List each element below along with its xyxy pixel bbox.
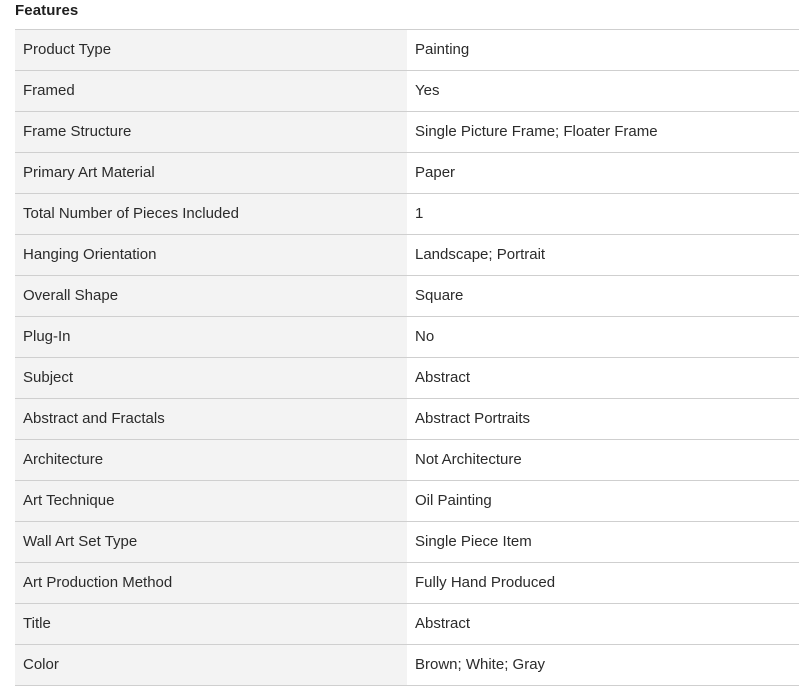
row-label: Wall Art Set Type bbox=[15, 522, 407, 562]
table-row bbox=[15, 30, 799, 71]
row-value: Square bbox=[407, 276, 799, 316]
row-value: 1 bbox=[407, 194, 799, 234]
row-value: Brown; White; Gray bbox=[407, 645, 799, 685]
table-row bbox=[15, 522, 799, 563]
row-value: Yes bbox=[407, 71, 799, 111]
row-value: Painting bbox=[407, 30, 799, 70]
features-table bbox=[15, 29, 799, 686]
table-row bbox=[15, 153, 799, 194]
row-label: Overall Shape bbox=[15, 276, 407, 316]
row-label: Product Type bbox=[15, 30, 407, 70]
row-value: Single Piece Item bbox=[407, 522, 799, 562]
row-value: Abstract Portraits bbox=[407, 399, 799, 439]
row-value: Paper bbox=[407, 153, 799, 193]
row-value: Single Picture Frame; Floater Frame bbox=[407, 112, 799, 152]
table-row bbox=[15, 112, 799, 153]
row-value: No bbox=[407, 317, 799, 357]
table-row bbox=[15, 194, 799, 235]
row-label: Framed bbox=[15, 71, 407, 111]
row-value: Fully Hand Produced bbox=[407, 563, 799, 603]
table-row bbox=[15, 645, 799, 686]
table-row bbox=[15, 604, 799, 645]
row-value: Abstract bbox=[407, 604, 799, 644]
table-row bbox=[15, 235, 799, 276]
row-label: Subject bbox=[15, 358, 407, 398]
row-value: Abstract bbox=[407, 358, 799, 398]
table-row bbox=[15, 563, 799, 604]
table-row bbox=[15, 71, 799, 112]
table-row bbox=[15, 358, 799, 399]
row-label: Total Number of Pieces Included bbox=[15, 194, 407, 234]
row-label: Plug-In bbox=[15, 317, 407, 357]
row-label: Architecture bbox=[15, 440, 407, 480]
table-row bbox=[15, 399, 799, 440]
row-label: Color bbox=[15, 645, 407, 685]
row-label: Hanging Orientation bbox=[15, 235, 407, 275]
row-label: Art Technique bbox=[15, 481, 407, 521]
row-label: Title bbox=[15, 604, 407, 644]
row-value: Landscape; Portrait bbox=[407, 235, 799, 275]
section-title: Features bbox=[15, 2, 79, 19]
row-value: Oil Painting bbox=[407, 481, 799, 521]
row-label: Abstract and Fractals bbox=[15, 399, 407, 439]
row-label: Frame Structure bbox=[15, 112, 407, 152]
row-label: Art Production Method bbox=[15, 563, 407, 603]
table-row bbox=[15, 317, 799, 358]
row-label: Primary Art Material bbox=[15, 153, 407, 193]
table-row bbox=[15, 481, 799, 522]
table-row bbox=[15, 440, 799, 481]
table-row bbox=[15, 276, 799, 317]
row-value: Not Architecture bbox=[407, 440, 799, 480]
